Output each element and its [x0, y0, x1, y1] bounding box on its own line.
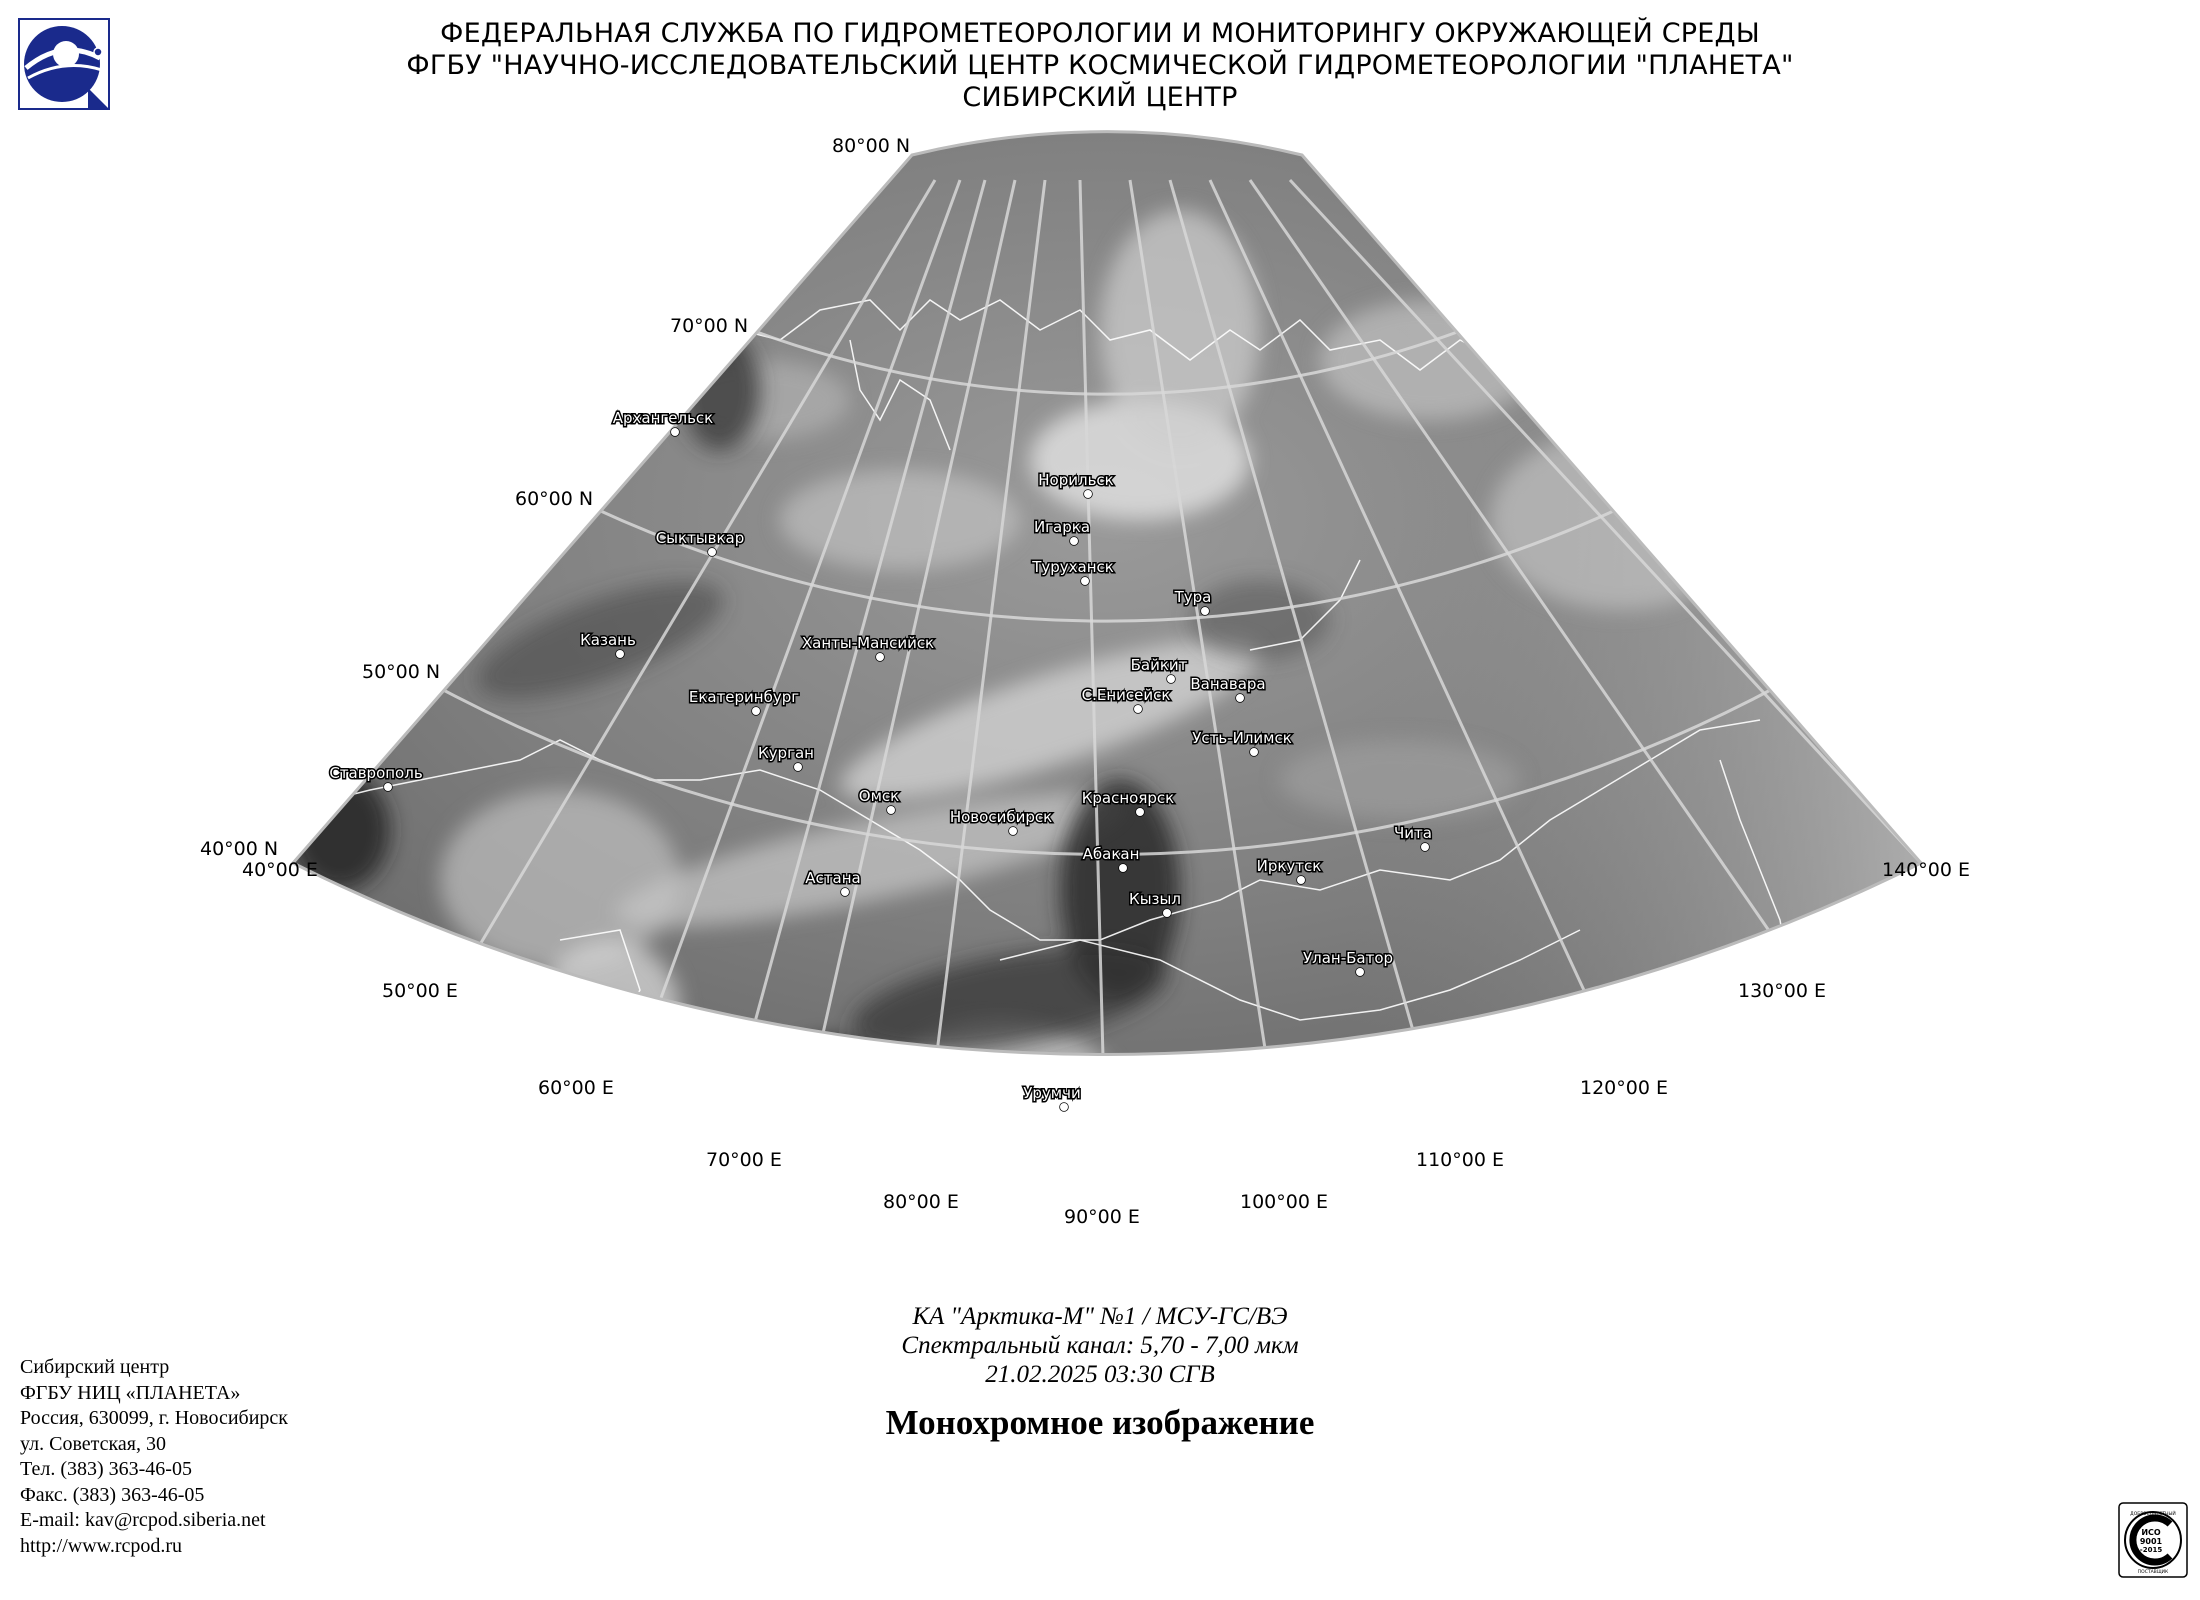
city-label: Новосибирск	[949, 808, 1053, 826]
lat-label: 40°00 N	[200, 838, 279, 860]
city-label: Омск	[858, 787, 900, 805]
city-label: Красноярск	[1081, 789, 1175, 807]
contact-org: Сибирский центр	[20, 1356, 170, 1378]
contact-website[interactable]: http://www.rcpod.ru	[20, 1534, 183, 1557]
city-label: Улан-Батор	[1302, 949, 1394, 967]
contact-phone: Тел. (383) 363-46-05	[20, 1458, 192, 1480]
city-label: Туруханск	[1032, 558, 1114, 576]
city-marker	[1421, 843, 1429, 851]
city-label: Тура	[1174, 588, 1212, 606]
caption-channel: Спектральный канал: 5,70 - 7,00 мкм	[901, 1332, 1299, 1359]
header-line-1: ФЕДЕРАЛЬНАЯ СЛУЖБА ПО ГИДРОМЕТЕОРОЛОГИИ И МОНИТОРИНГУ ОКРУЖАЮЩЕЙ СРЕДЫ	[440, 18, 1760, 49]
city-marker	[1060, 1103, 1068, 1111]
city-marker	[708, 548, 716, 556]
image-caption	[700, 1302, 1500, 1389]
city-marker	[1134, 705, 1142, 713]
city-label: Ханты-Мансийск	[801, 634, 935, 652]
contact-org2: ФГБУ НИЦ «ПЛАНЕТА»	[20, 1381, 241, 1404]
city-marker	[1356, 968, 1364, 976]
city-marker	[1236, 694, 1244, 702]
lon-label: 130°00 E	[1738, 980, 1826, 1002]
contact-address1: Россия, 630099, г. Новосибирск	[20, 1407, 289, 1429]
lat-label: 50°00 N	[362, 661, 441, 683]
lon-label: 90°00 E	[1064, 1206, 1140, 1228]
city-marker	[1119, 864, 1127, 872]
lat-label: 70°00 N	[670, 315, 749, 337]
header-line-2: ФГБУ "НАУЧНО-ИССЛЕДОВАТЕЛЬСКИЙ ЦЕНТР КОСМИЧЕСКОЙ ГИДРОМЕТЕОРОЛОГИИ "ПЛАНЕТА"	[406, 50, 1794, 81]
city-marker	[1167, 675, 1175, 683]
city-marker	[752, 707, 760, 715]
map-imagery	[200, 130, 2000, 1230]
lon-label: 40°00 E	[242, 859, 318, 881]
lat-label: 60°00 N	[515, 488, 594, 510]
city-label: Иркутск	[1256, 857, 1322, 875]
header-line-3: СИБИРСКИЙ ЦЕНТР	[962, 82, 1238, 113]
city-marker	[1084, 490, 1092, 498]
city-marker	[616, 650, 624, 658]
city-label: Абакан	[1082, 845, 1140, 863]
city-label: Екатеринбург	[688, 688, 800, 706]
contact-email[interactable]: E-mail: kav@rcpod.siberia.net	[20, 1509, 266, 1531]
lon-label: 70°00 E	[706, 1149, 782, 1171]
city-label: Астана	[805, 869, 861, 887]
city-marker	[384, 783, 392, 791]
lon-label: 110°00 E	[1416, 1149, 1504, 1171]
city-label: Усть-Илимск	[1192, 729, 1292, 747]
contact-block	[20, 1355, 288, 1559]
city-label: Чита	[1394, 824, 1432, 842]
iso-badge-top: ДОБРОСОВЕСТНЫЙ	[2130, 1512, 2176, 1517]
city-label: Ставрополь	[329, 764, 423, 782]
caption-satellite: КА "Арктика-М" №1 / МСУ-ГС/ВЭ	[912, 1303, 1288, 1330]
lon-label: 100°00 E	[1240, 1191, 1328, 1213]
lat-label: 80°00 N	[832, 135, 911, 157]
city-marker	[1201, 607, 1209, 615]
city-marker	[841, 888, 849, 896]
city-marker	[1163, 909, 1171, 917]
iso-badge-line3: -2015	[2139, 1546, 2163, 1554]
iso-badge-line2: 9001	[2139, 1537, 2163, 1546]
contact-fax: Факс. (383) 363-46-05	[20, 1483, 205, 1506]
city-label: Курган	[758, 744, 814, 762]
city-label: Игарка	[1033, 518, 1091, 536]
city-marker	[1081, 577, 1089, 585]
lon-label: 120°00 E	[1580, 1077, 1668, 1099]
city-marker	[887, 806, 895, 814]
caption-datetime: 21.02.2025 03:30 СГВ	[985, 1361, 1215, 1388]
lon-label: 140°00 E	[1882, 859, 1970, 881]
city-label: С.Енисейск	[1081, 686, 1171, 704]
contact-address2: ул. Советская, 30	[20, 1432, 166, 1455]
city-marker	[876, 653, 884, 661]
city-label: Сыктывкар	[655, 529, 745, 547]
city-marker	[1136, 808, 1144, 816]
iso-badge-line1: ИСО	[2141, 1528, 2161, 1537]
city-marker	[794, 763, 802, 771]
city-label: Казань	[580, 631, 636, 649]
city-marker	[1297, 876, 1305, 884]
lon-label: 60°00 E	[538, 1077, 614, 1099]
city-label: Ванавара	[1190, 675, 1266, 693]
city-label: Архангельск	[612, 409, 714, 427]
iso-9001-badge	[2118, 1502, 2188, 1578]
city-marker	[1009, 827, 1017, 835]
lon-label: 50°00 E	[382, 980, 458, 1002]
city-label: Байкит	[1130, 656, 1188, 674]
city-marker	[1250, 748, 1258, 756]
lon-label: 80°00 E	[883, 1191, 959, 1213]
city-label: Урумчи	[1023, 1084, 1081, 1102]
city-label: Кызыл	[1129, 890, 1181, 908]
city-label: Норильск	[1038, 471, 1114, 489]
image-title: Монохромное изображение	[885, 1403, 1315, 1442]
city-marker	[1070, 537, 1078, 545]
city-marker	[671, 428, 679, 436]
iso-badge-bottom: ПОСТАВЩИК	[2137, 1570, 2169, 1575]
